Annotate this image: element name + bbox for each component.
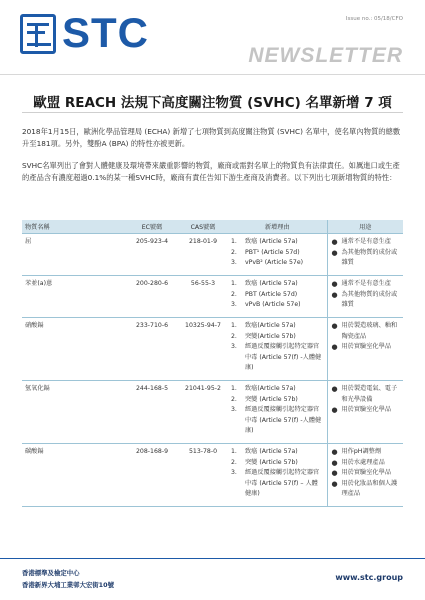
reason-item: 3. 經過反覆接觸引起特定器官中毒 (Article 57(f) – 人體健康) — [231, 469, 320, 497]
reason-list — [228, 234, 327, 276]
bullet-icon: ● — [331, 406, 338, 414]
title-divider — [22, 112, 403, 113]
ec-number: 200-280-6 — [126, 276, 178, 318]
bullet-icon: ● — [331, 458, 338, 467]
ec-number: 205-923-4 — [126, 234, 178, 276]
reason-item: 2. 突變 (Article 57b) — [231, 395, 298, 403]
use-item: ● 用於實驗室化學品 — [331, 343, 391, 351]
use-item: ● 用於水處理產品 — [331, 458, 385, 467]
use-item: ● 為其他物質的成份或雜質 — [331, 290, 398, 308]
footer-website-link[interactable]: www.stc.group — [335, 573, 403, 582]
use-item: ● 用於製造電氣、電子和光學設備 — [331, 385, 398, 403]
use-item: ● 通常不是有意生產 — [331, 238, 391, 246]
stc-logo-icon — [20, 14, 56, 54]
use-item: ● 用於實驗室化學品 — [331, 469, 391, 477]
cas-number: 218-01-9 — [178, 234, 228, 276]
reason-item: 3. vPvB (Article 57e) — [231, 301, 301, 308]
bullet-icon: ● — [331, 280, 338, 288]
reason-list — [228, 381, 327, 444]
reason-list — [228, 276, 327, 318]
intro-paragraph: 2018年1月15日，歐洲化學品管理局 (ECHA) 新增了七項物質到高度關注物質 (SVHC) 名單中，使名單內物質的總數升至181項。另外，雙酚A (BPA) 的特性亦被更新。 — [22, 127, 401, 148]
reason-list — [228, 318, 327, 381]
substance-name: 碳酸鎘 — [22, 444, 126, 507]
bullet-icon: ● — [331, 238, 338, 246]
footer — [0, 559, 425, 600]
svhc-table — [22, 220, 403, 507]
substance-name: 苯並(a)蒽 — [22, 276, 126, 318]
page-title: 歐盟 REACH 法規下高度關注物質 (SVHC) 名單新增 7 項 — [33, 95, 392, 111]
header-reason: 新增理由 — [228, 220, 327, 234]
table-row — [22, 276, 403, 318]
reason-item: 2. PBT¹ (Article 57d) — [231, 248, 300, 256]
substance-name: 屈 — [22, 234, 126, 276]
use-item: ● 用作pH調整劑 — [331, 448, 382, 456]
ec-number: 208-168-9 — [126, 444, 178, 507]
reason-item: 2. 突變(Article 57b) — [231, 332, 296, 340]
cas-number: 513-78-0 — [178, 444, 228, 507]
use-item: ● 用於實驗室化學品 — [331, 406, 391, 414]
use-item: ● 用於製造玻璃、釉和陶瓷產品 — [331, 322, 398, 340]
use-list — [327, 318, 403, 381]
ec-number: 244-168-5 — [126, 381, 178, 444]
header-ec-number: EC號碼 — [126, 220, 178, 234]
header-use: 用途 — [327, 220, 403, 234]
bullet-icon: ● — [331, 479, 338, 488]
use-list — [327, 234, 403, 276]
use-item: ● 為其他物質的成份或雜質 — [331, 248, 398, 266]
use-list — [327, 276, 403, 318]
bullet-icon: ● — [331, 385, 338, 393]
use-list — [327, 444, 403, 507]
reason-item: 1. 致癌(Article 57a) — [231, 322, 296, 329]
table-row — [22, 234, 403, 276]
reason-item: 2. 突變 (Article 57b) — [231, 458, 298, 466]
ec-number: 233-710-6 — [126, 318, 178, 381]
header-cas-number: CAS號碼 — [178, 220, 228, 234]
newsletter-label: NEWSLETTER — [248, 44, 403, 67]
description-paragraph: SVHC名單列出了會對人體健康及環境帶來嚴重影響的物質，廠商或需對名單上的物質負有法律責任。如厲進口或生產的產品含有濃度超過0.1%的某一種SVHC時，廠商有責任告知下游生產商及消費者。以下列出七項新增物質的特性： — [22, 161, 400, 182]
header — [0, 0, 425, 80]
footer-address: 香港新界大埔工業邨大宏街10號 — [22, 581, 114, 589]
table-row — [22, 318, 403, 381]
use-item: ● 用於化妝品和個人護理產品 — [331, 479, 398, 497]
substance-name: 氫氧化鎘 — [22, 381, 126, 444]
footer-organization: 香港標準及檢定中心 — [22, 569, 80, 577]
substance-name: 硝酸鎘 — [22, 318, 126, 381]
bullet-icon: ● — [331, 343, 338, 351]
header-substance-name: 物質名稱 — [22, 220, 126, 234]
reason-item: 2. PBT (Article 57d) — [231, 290, 298, 298]
bullet-icon: ● — [331, 248, 338, 257]
reason-item: 3. 經過反覆接觸引起特定器官中毒 (Article 57(f) -人體健康) — [231, 343, 322, 371]
reason-item: 1. 致癌 (Article 57a) — [231, 448, 298, 455]
reason-item: 1. 致癌 (Article 57a) — [231, 238, 298, 245]
table-header-row — [22, 220, 403, 234]
bullet-icon: ● — [331, 469, 338, 477]
bullet-icon: ● — [331, 448, 338, 456]
table-row — [22, 381, 403, 444]
reason-list — [228, 444, 327, 507]
reason-item: 3. vPvB² (Article 57e) — [231, 259, 304, 266]
cas-number: 21041-95-2 — [178, 381, 228, 444]
reason-item: 3. 經過反覆接觸引起特定器官中毒 (Article 57(f) -人體健康) — [231, 406, 322, 434]
reason-item: 1. 致癌(Article 57a) — [231, 385, 296, 392]
logo-text: STC — [62, 9, 149, 56]
bullet-icon: ● — [331, 322, 338, 330]
bullet-icon: ● — [331, 290, 338, 299]
cas-number: 10325-94-7 — [178, 318, 228, 381]
use-item: ● 通常不是有意生產 — [331, 280, 391, 288]
table-row — [22, 444, 403, 507]
issue-number: Issue no.: 05/18/CFO — [345, 16, 403, 22]
header-divider — [0, 74, 425, 75]
cas-number: 56-55-3 — [178, 276, 228, 318]
reason-item: 1. 致癌 (Article 57a) — [231, 280, 298, 287]
use-list — [327, 381, 403, 444]
